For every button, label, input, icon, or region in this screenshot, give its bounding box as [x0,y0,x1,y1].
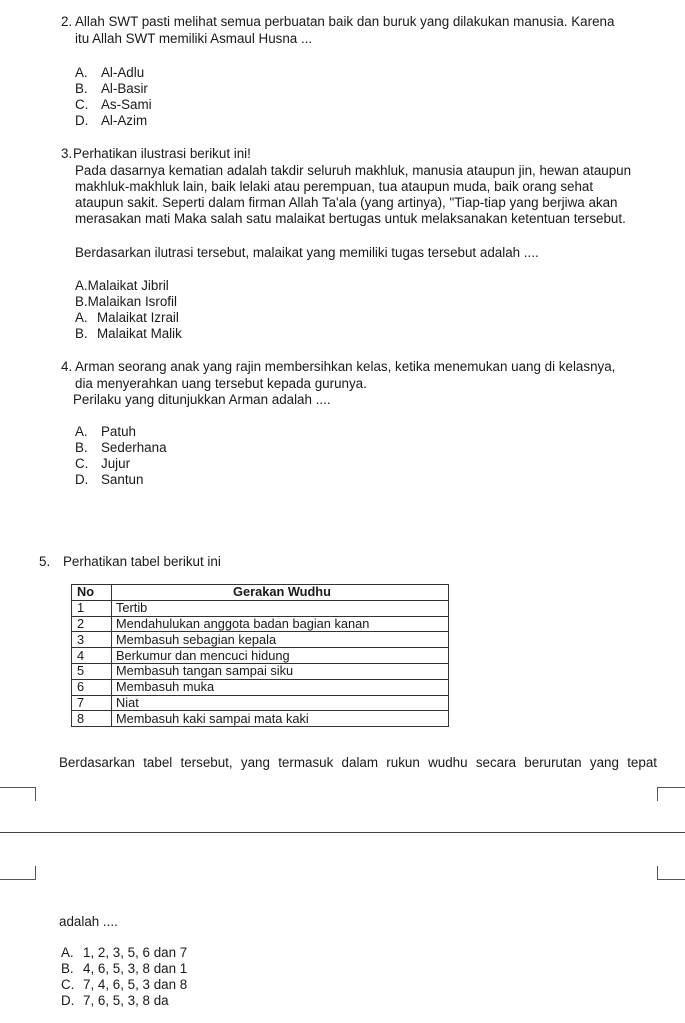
wudhu-table [71,584,449,727]
crop-mark [657,787,658,801]
crop-mark [657,866,658,880]
question-3-question: Berdasarkan ilutrasi tersebut, malaikat yang memiliki tugas tersebut adalah .... [75,245,539,260]
question-4-question: Perilaku yang ditunjukkan Arman adalah .... [73,392,331,407]
question-3-option-2: B.Malaikan Isrofil [75,294,177,309]
question-4-number: 4. [61,359,73,374]
question-5-option-c: C. 7, 4, 6, 5, 3 dan 8 [61,977,188,992]
question-4-option-c: C. Jujur [75,456,131,471]
table-row: 6 Membasuh muka [72,679,449,695]
question-5-title: Perhatikan tabel berikut ini [63,554,221,569]
question-2-option-d: D. Al-Azim [75,113,148,128]
table-row: 5 Membasuh tangan sampai siku [72,663,449,679]
question-2-option-c: C. As-Sami [75,97,152,112]
table-header-gerakan: Gerakan Wudhu [112,585,449,601]
table-row: 7 Niat [72,695,449,711]
question-4-line-2: dia menyerahkan uang tersebut kepada gurunya. [75,376,367,391]
crop-mark [35,866,36,880]
table-row: 8 Membasuh kaki sampai mata kaki [72,711,449,727]
crop-mark [657,787,685,788]
table-row: 4 Berkumur dan mencuci hidung [72,648,449,664]
question-4-option-b: B. Sederhana [75,440,167,455]
question-2-number: 2. [61,14,73,29]
question-5-option-a: A. 1, 2, 3, 5, 6 dan 7 [61,945,188,960]
crop-mark [35,787,36,801]
question-2-line-1: Allah SWT pasti melihat semua perbuatan baik dan buruk yang dilakukan manusia. Karena [75,14,615,29]
table-row: 2 Mendahulukan anggota badan bagian kanan [72,616,449,632]
question-3-option-1: A.Malaikat Jibril [75,278,169,293]
question-3-line-4: merasakan mati Maka salah satu malaikat bertugas untuk melaksanakan ketentuan tersebut. [75,211,626,226]
question-5-number: 5. [39,554,51,569]
question-2-option-a: A. Al-Adlu [75,65,145,80]
question-5-option-b: B. 4, 6, 5, 3, 8 dan 1 [61,961,188,976]
question-3-option-4: B. Malaikat Malik [75,326,182,341]
question-3-line-1: Pada dasarnya kematian adalah takdir seluruh makhluk, manusia ataupun jin, hewan ataupun [75,163,632,178]
question-2-line-2: itu Allah SWT memiliki Asmaul Husna ... [75,31,313,46]
question-5-question-end: adalah .... [59,914,118,929]
crop-mark [0,879,36,880]
question-5-option-d: D. 7, 6, 5, 3, 8 da [61,993,169,1008]
table-header-no: No [72,585,112,601]
question-4-option-d: D. Santun [75,472,144,487]
question-5-question: Berdasarkan tabel tersebut, yang termasuk dalam rukun wudhu secara berurutan yang tepat [59,755,657,770]
question-2-option-b: B. Al-Basir [75,81,148,96]
page-divider [0,832,685,833]
table-header-row [72,585,449,601]
question-4-line-1: Arman seorang anak yang rajin membersihkan kelas, ketika menemukan uang di kelasnya, [75,359,616,374]
question-3-line-3: ataupun sakit. Seperti dalam firman Allah Ta'ala (yang artinya), "Tiap-tiap yang berjiwa akan [75,195,618,210]
question-3-line-2: makhluk-makhluk lain, baik lelaki atau perempuan, tua ataupun muda, baik orang sehat [75,179,594,194]
question-3-number: 3. [61,146,73,161]
question-3-title: Perhatikan ilustrasi berikut ini! [73,146,251,161]
crop-mark [657,879,685,880]
crop-mark [0,787,36,788]
table-row: 1 Tertib [72,600,449,616]
table-row: 3 Membasuh sebagian kepala [72,632,449,648]
question-3-option-3: A. Malaikat Izrail [75,310,179,325]
question-4-option-a: A. Patuh [75,424,136,439]
